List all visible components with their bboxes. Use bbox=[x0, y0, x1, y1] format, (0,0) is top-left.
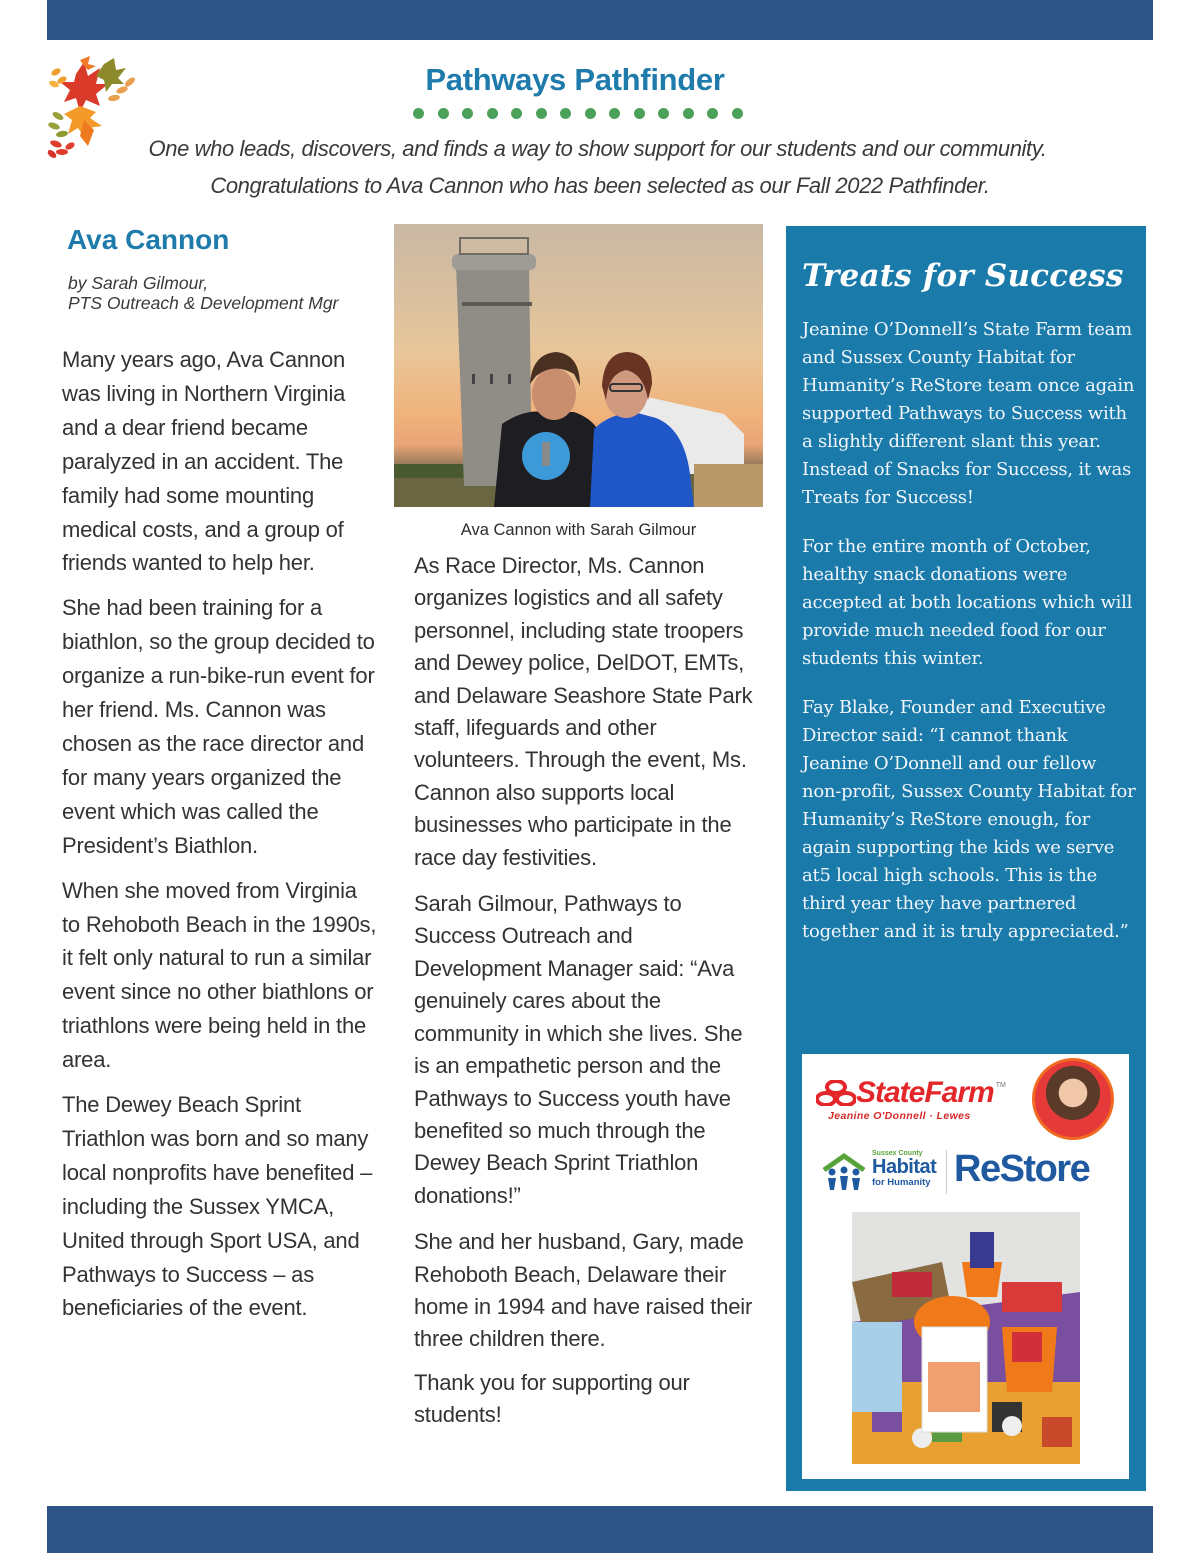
habitat-subtitle: for Humanity bbox=[872, 1177, 931, 1188]
habitat-restore-logo bbox=[820, 1150, 1120, 1196]
tagline-definition: One who leads, discovers, and finds a way to show support for our students and our community. bbox=[148, 136, 1047, 161]
byline-role: PTS Outreach & Development Mgr bbox=[68, 293, 339, 313]
habitat-county: Sussex County bbox=[872, 1150, 923, 1157]
paragraph: Many years ago, Ava Cannon was living in Northern Virginia and a dear friend became paralyzed in an accident. The family had some mounting medical costs, and a group of friends wanted to help her. bbox=[62, 347, 346, 576]
logo-divider bbox=[946, 1150, 947, 1194]
paragraph: The Dewey Beach Sprint Triathlon was born and so many local nonprofits have benefited – including the Sussex YMCA, United through Sport USA, and Pathways to Success – as beneficiaries of the event. bbox=[62, 1092, 373, 1321]
trademark-mark: TM bbox=[995, 1082, 1006, 1089]
statefarm-ovals-icon bbox=[816, 1080, 856, 1106]
bottom-banner-bar bbox=[47, 1506, 1153, 1553]
top-banner-bar bbox=[47, 0, 1153, 40]
paragraph: She had been training for a biathlon, so the group decided to organize a run-bike-run event for her friend. Ms. Cannon was chosen as the race director and for many years organized the event which was called the President’s Biathlon. bbox=[62, 595, 375, 858]
sidebar-title: Treats for Success bbox=[802, 258, 1124, 294]
photo-caption: Ava Cannon with Sarah Gilmour bbox=[460, 521, 697, 539]
paragraph: When she moved from Virginia to Rehoboth Beach in the 1990s, it felt only natural to run a similar event since no other biathlons or triathlons were being held in the area. bbox=[62, 877, 377, 1073]
treats-table-photo bbox=[852, 1212, 1080, 1464]
treats-illustration bbox=[852, 1212, 1080, 1464]
article-heading: Ava Cannon bbox=[67, 224, 230, 255]
page-title: Pathways Pathfinder bbox=[425, 62, 725, 97]
habitat-wordmark: Habitat bbox=[872, 1156, 937, 1178]
paragraph: She and her husband, Gary, made Rehoboth Beach, Delaware their home in 1994 and have raised their three children there. bbox=[414, 1229, 753, 1352]
sponsor-panel bbox=[802, 1054, 1129, 1479]
article-byline bbox=[68, 273, 338, 313]
statefarm-agent-line: Jeanine O'Donnell · Lewes bbox=[828, 1110, 971, 1122]
article-left-column bbox=[62, 343, 378, 1336]
article-middle-column bbox=[414, 550, 754, 1443]
restore-wordmark: ReStore bbox=[954, 1148, 1090, 1190]
habitat-house-icon bbox=[820, 1152, 868, 1192]
byline-author: by Sarah Gilmour, bbox=[68, 273, 209, 293]
paragraph: Thank you for supporting our students! bbox=[414, 1369, 690, 1428]
ava-and-sarah-photo bbox=[394, 224, 763, 507]
paragraph: Jeanine O’Donnell’s State Farm team and Sussex County Habitat for Humanity’s ReStore team once again supported Pathways to Success with a slightly different slant this year. Instead of Snacks for Success, it was Treats for Success! bbox=[802, 319, 1135, 508]
paragraph: Sarah Gilmour, Pathways to Success Outreach and Development Manager said: “Ava genuinely cares about the community in which she lives. She is an empathetic person and the Pathways to Success youth have benefited so much through the Dewey Beach Sprint Triathlon donations!” bbox=[414, 891, 743, 1208]
paragraph: Fay Blake, Founder and Executive Director said: “I cannot thank Jeanine O’Donnell and our fellow non-profit, Sussex County Habitat for Humanity’s ReStore enough, for again supporting the kids we serve at5 local high schools. This is the third year they have partnered together and it is truly appreciated.” bbox=[802, 697, 1136, 942]
agent-headshot bbox=[1032, 1058, 1114, 1140]
photo-illustration bbox=[394, 224, 763, 507]
paragraph: As Race Director, Ms. Cannon organizes logistics and all safety personnel, including state troopers and Dewey police, DelDOT, EMTs, and Delaware Seashore State Park staff, lifeguards and other volunteers. Through the event, Ms. Cannon also supports local businesses who participate in the race day festivities. bbox=[414, 553, 753, 870]
title-dot-divider bbox=[413, 108, 743, 122]
tagline-congratulations: Congratulations to Ava Cannon who has been selected as our Fall 2022 Pathfinder. bbox=[210, 173, 990, 198]
sidebar-body bbox=[802, 316, 1137, 967]
statefarm-logo bbox=[816, 1076, 1006, 1110]
treats-for-success-sidebar bbox=[786, 226, 1146, 1491]
statefarm-wordmark: StateFarm bbox=[856, 1076, 994, 1109]
paragraph: For the entire month of October, healthy snack donations were accepted at both locations which will provide much needed food for our students this winter. bbox=[802, 536, 1133, 669]
